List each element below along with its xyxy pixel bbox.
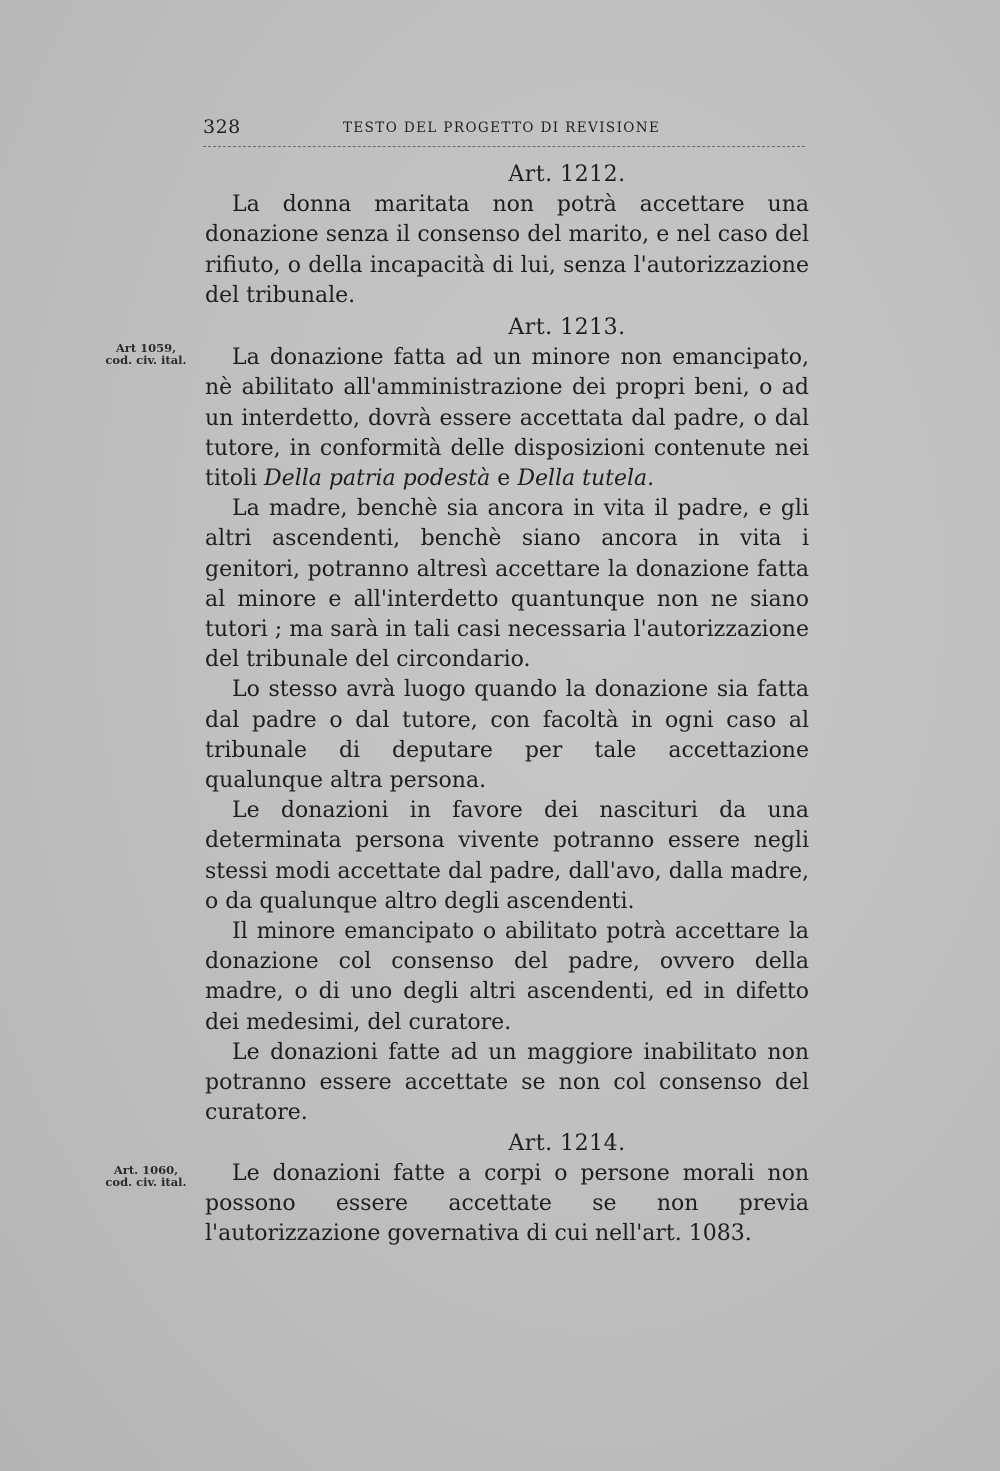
margin-note-line: cod. civ. ital. <box>105 353 187 367</box>
article-heading-1214: Art. 1214. <box>508 1130 626 1156</box>
article-heading-1213: Art. 1213. <box>508 315 626 341</box>
article-1213-paragraph-3: Lo stesso avrà luogo quando la donazione sia fatta dal padre o dal tutore, con facoltà in ogni caso al tribunale di deputare per tale accettazione qualunque altra persona. <box>205 677 809 794</box>
article-1212-paragraph: La donna maritata non potrà accettare una donazione senza il consenso del marito, e nel caso del rifiuto, o della incapacità di lui, senza l'autorizzazione del tribunale. <box>205 192 809 308</box>
article-1213-paragraph-5: Il minore emancipato o abilitato potrà accettare la donazione col consenso del padre, ovvero della madre, o di uno degli altri ascendenti, ed in difetto dei medesimi, del curatore. <box>205 919 809 1035</box>
margin-note-art-1060 <box>96 1164 196 1188</box>
article-1213-paragraph-4: Le donazioni in favore dei nascituri da una determinata persona vivente potranno essere negli stessi modi accettate dal padre, dall'avo, dalla madre, o da qualunque altro degli ascendenti. <box>205 798 809 914</box>
body-text <box>205 160 809 1249</box>
italic-title-tutela: Della tutela. <box>517 466 655 492</box>
margin-note-line: cod. civ. ital. <box>105 1175 187 1189</box>
article-1214-paragraph: Le donazioni fatte a corpi o persone morali non possono essere accettate se non previa l'autorizzazione governativa di cui nell'art. 1083. <box>205 1160 809 1247</box>
article-1213-paragraph-6: Le donazioni fatte ad un maggiore inabilitato non potranno essere accettate se non col consenso del curatore. <box>205 1039 809 1126</box>
running-head <box>203 116 805 147</box>
margin-note-line: Art. 1060, <box>113 1163 179 1177</box>
article-heading-1212: Art. 1212. <box>508 162 626 187</box>
margin-note-line: Art 1059, <box>115 341 177 355</box>
paragraph-text: La donazione fatta ad un minore non emancipato, nè abilitato all'amministrazione dei propri beni, o ad un interdetto, dovrà essere accettata dal padre, o dal tutore, in conformità delle disposizioni contenute nei titoli <box>205 345 809 492</box>
page-number: 328 <box>203 116 241 138</box>
article-1213-paragraph-2: La madre, benchè sia ancora in vita il padre, e gli altri ascendenti, benchè siano ancora in vita i genitori, potranno altresì accettare la donazione fatta al minore e all'interdetto quantunque non ne siano tutori ; ma sarà in tali casi necessaria l'autorizzazione del tribunale del circondario. <box>205 496 809 673</box>
conjunction: e <box>497 466 511 492</box>
italic-title-patria-podesta: Della patria podestà <box>264 466 491 492</box>
margin-note-art-1059 <box>96 342 196 366</box>
running-title: TESTO DEL PROGETTO DI REVISIONE <box>343 120 661 136</box>
article-1213-paragraph-1 <box>205 343 809 494</box>
